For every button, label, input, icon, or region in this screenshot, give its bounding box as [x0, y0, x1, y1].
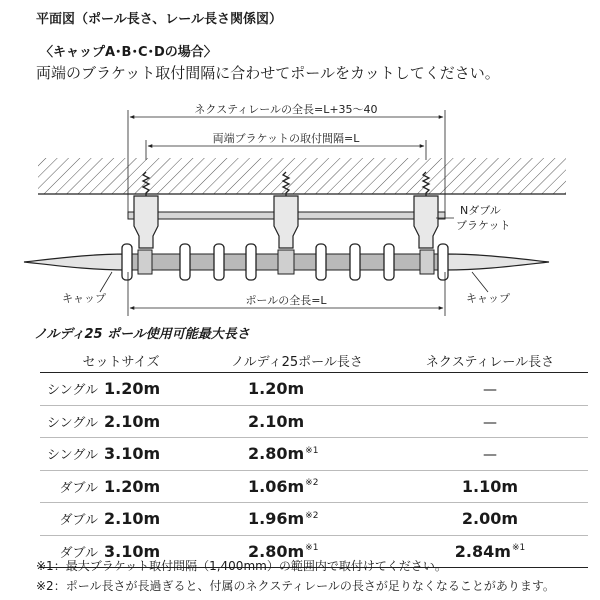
pole-length: 2.10m — [248, 411, 305, 431]
rail-length: 1.10m — [461, 476, 519, 496]
set-type: シングル — [46, 415, 98, 431]
rail-length: 2.84m — [454, 541, 511, 561]
set-type: シングル — [46, 448, 98, 464]
pole-length: 1.06m — [248, 476, 305, 496]
table-row — [40, 503, 588, 536]
set-type: ダブル — [59, 513, 98, 529]
set-size: 3.10m — [104, 541, 161, 561]
header-rail-length: ネクスティレール長さ — [392, 348, 588, 373]
rail-length: — — [483, 447, 497, 464]
plan-view-diagram — [0, 88, 600, 318]
set-size: 1.20m — [104, 476, 161, 496]
rail-note: ※1 — [511, 543, 526, 554]
table-row — [40, 470, 588, 503]
header-set-size: セットサイズ — [40, 348, 202, 373]
rail-length: — — [483, 414, 497, 431]
set-type: ダブル — [59, 545, 98, 561]
pole-length: 1.96m — [248, 509, 305, 529]
cap-right-label: キャップ — [466, 292, 510, 305]
pole-length-label: ポールの全長=L — [245, 294, 327, 307]
cap-left — [24, 254, 128, 270]
pole-note: ※2 — [305, 478, 319, 489]
pole-note: ※2 — [305, 510, 319, 521]
page-title: 平面図（ポール長さ、レール長さ関係図） — [36, 12, 282, 27]
cap-left-label: キャップ — [62, 292, 106, 305]
footnote-2: ※2：ポール長さが長過ぎると、付属のネクスティレールの長さが足りなくなることがあります。 — [36, 579, 555, 593]
set-size: 1.20m — [104, 379, 161, 399]
rail-length-label: ネクスティレールの全長=L+35〜40 — [194, 103, 378, 116]
set-type: シングル — [46, 383, 98, 399]
bracket-interval-label: 両端ブラケットの取付間隔=L — [212, 132, 360, 145]
double-bracket-label-line1: Nダブル — [460, 204, 501, 217]
set-type: ダブル — [59, 480, 98, 496]
set-size: 2.10m — [104, 509, 161, 529]
rail-length: 2.00m — [461, 509, 519, 529]
set-size: 3.10m — [104, 444, 161, 464]
rail-length: — — [483, 382, 497, 399]
instruction-text: 両端のブラケット取付間隔に合わせてポールをカットしてください。 — [36, 64, 500, 82]
brackets — [134, 196, 438, 248]
pole-length: 1.20m — [248, 379, 305, 399]
set-size: 2.10m — [104, 411, 161, 431]
pole-note: ※1 — [305, 445, 319, 456]
wall-hatch — [38, 158, 566, 194]
case-subtitle: 〈キャップA･B･C･Dの場合〉 — [40, 45, 217, 60]
table-row — [40, 373, 588, 406]
table-row — [40, 405, 588, 438]
cap-right — [445, 254, 549, 270]
table-header-row — [40, 348, 588, 373]
footnote-1: ※1：最大ブラケット取付間隔（1,400mm）の範囲内で取付けてください。 — [36, 559, 447, 573]
double-bracket-label-line2: ブラケット — [456, 219, 511, 232]
pole-length: 2.80m — [248, 541, 305, 561]
header-pole-length: ノルディ25ポール長さ — [202, 348, 392, 373]
table-row — [40, 438, 588, 471]
table-title: ノルディ25 ポール使用可能最大長さ — [34, 327, 250, 342]
max-length-table — [40, 348, 588, 568]
pole-length: 2.80m — [248, 444, 305, 464]
pole-note: ※1 — [305, 543, 319, 554]
